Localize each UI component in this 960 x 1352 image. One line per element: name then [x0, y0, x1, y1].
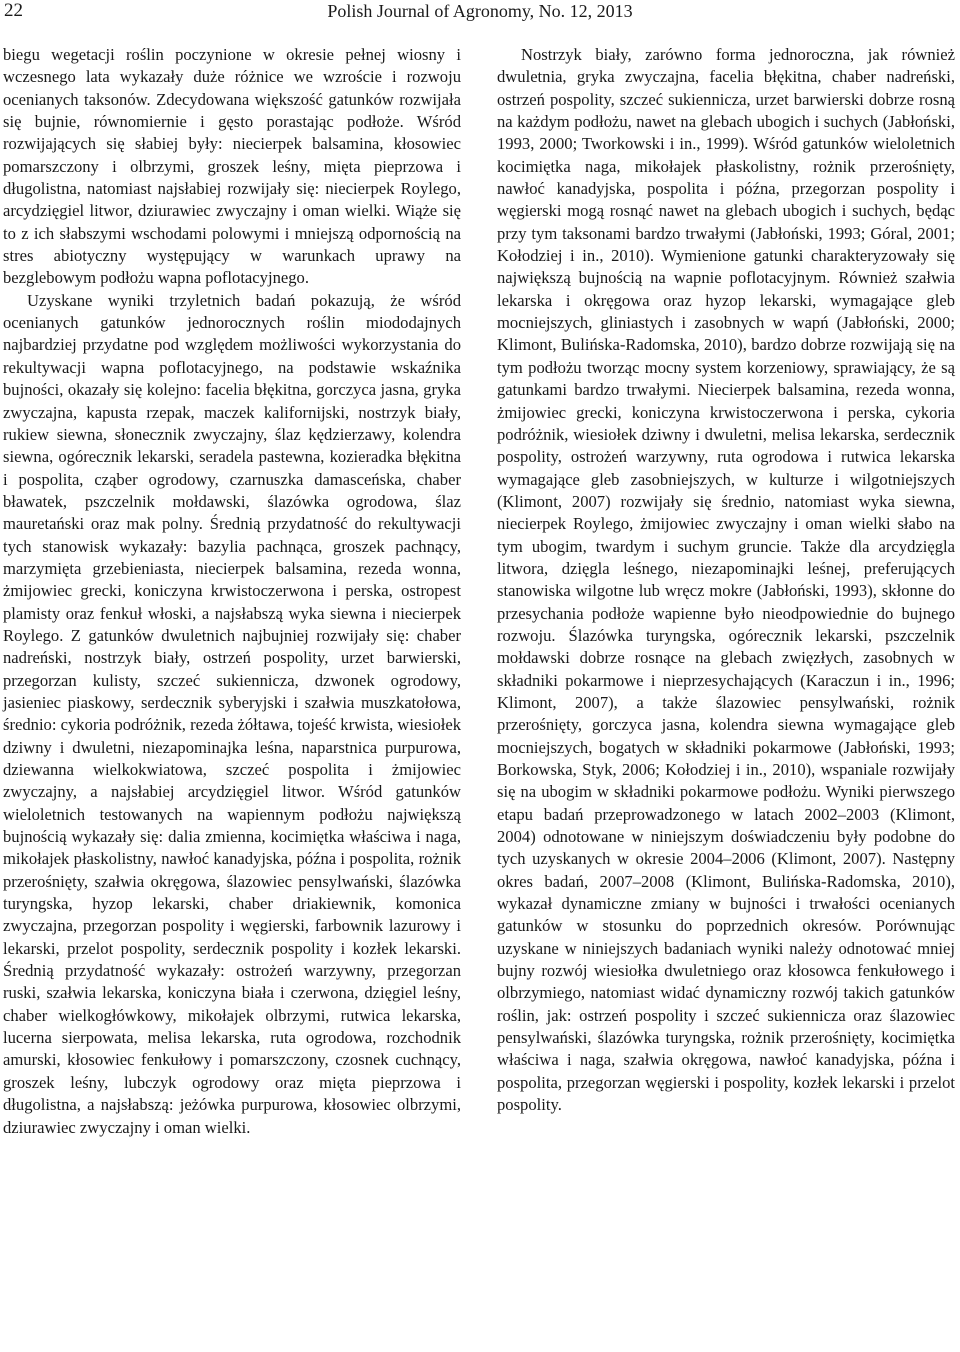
- paragraph: biegu wegetacji roślin poczynione w okresie pełnej wiosny i wczesnego lata wykazały duże różnice we wzroście i rozwoju ocenianych taksonów. Zdecydowana większość gatunków rozwijała się bujnie, równomiernie i gęsto porastając podłoże. Wśród rozwijających się słabiej były: niecierpek balsamina, kłosowiec pomarszczony i olbrzymi, groszek leśny, mięta pieprzowa i długolistna, natomiast najsłabiej rozwijały się: niecierpek Roylego, arcydzięgiel litwor, dziurawiec zwyczajny i oman wielki. Wiąże się to z ich słabszymi wschodami polowymi i mniejszą odpornością na stres abiotyczny występujący w warunkach uprawy na bezglebowym podłożu wapna poflotacyjnego.: [3, 45, 461, 288]
- paragraph: Nostrzyk biały, zarówno forma jednoroczna, jak również dwuletnia, gryka zwyczajna, facelia błękitna, chaber nadreński, ostrzeń pospolity, szczeć sukiennicza, urzet barwierski dobrze rosną na każdym podłożu, nawet na glebach ubogich i suchych (Jabłoński, 1993, 2000; Tworkowski i in., 1999). Wśród gatunków wieloletnich kocimiętka naga, mikołajek płaskolistny, rożnik przerośnięty, nawłoć kanadyjska, pospolita i późna, przegorzan pospolity i węgierski mogą rosnąć nawet na glebach ubogich i suchych, będąc przy tym taksonami bardzo trwałymi (Jabłoński, 1993; Góral, 2001; Kołodziej i in., 2010). Wymienione gatunki charakteryzowały się największą bujnością na wapnie poflotacyjnym. Również szałwia lekarska i okręgowa oraz hyzop lekarski, wymagające gleb mocniejszych, gliniastych i zasobnych w wapń (Jabłoński, 2000; Klimont, Bulińska-Radomska, 2010), bardzo dobrze rozwijają się na tym podłożu tworząc mocny system korzeniowy, sprawiający, że są gatunkami bardzo trwałymi. Niecierpek balsamina, rezeda wonna, żmijowiec grecki, koniczyna krwistoczerwona i perska, cykoria podróżnik, wiesiołek dziwny i dwuletni, melisa lekarska, serdecznik pospolity, ostrożeń warzywny, ruta ogrodowa i rutwica lekarska wymagające gleb zasobniejszych, w kulturze i wilgotniejszych (Klimont, 2007) rozwijały się średnio, natomiast wyka siewna, niecierpek Roylego, żmijowiec zwyczajny i oman wielki słabo na tym ubogim, twardym i suchym gruncie. Także dla arcydzięgla litwora, dzięgla leśnego, niezapominajki leśnej, preferujących stanowiska wilgotne lub wręcz mokre (Jabłoński, 1993), skłonne do przesychania podłoże wapienne było nieodpowiednie do bujnego rozwoju. Ślazówka turyngska, ogórecznik lekarski, pszczelnik mołdawski dobrze rosnące na glebach zwięzłych, zasobnych w składniki pokarmowe i nieprzesychających (Karaczun i in., 1996; Klimont, 2007), a także ślazowiec pensylwański, rożnik przerośnięty, gorczyca jasna, kolendra siewna wymagające gleb mocniejszych, bogatych w składniki pokarmowe (Jabłoński, 1993; Borkowska, Styk, 2006; Kołodziej i in., 2010), wspaniale rozwijały się na ubogim w składniki pokarmowe podłożu. Wyniki pierwszego etapu badań przeprowadzonego w latach 2002–2003 (Klimont, 2004) odnotowane w niniejszym doświadczeniu były podobne do tych uzyskanych w okresie 2004–2006 (Klimont, 2007). Następny okres badań, 2007–2008 (Klimont, Bulińska-Radomska, 2010), wykazał dynamiczne zmiany w bujności i trwałości ocenianych gatunków w stosunku do poprzednich okresów. Porównując uzyskane w niniejszych badaniach wyniki należy odnotować mniej bujny rozwój wiesiołka dwuletniego oraz kłosowca fenkułowego i olbrzymiego, natomiast widać dynamiczny rozwój takich gatunków roślin, jak: ostrzeń pospolity i szczeć sukiennicza oraz ślazowiec pensylwański, ślazówka turyngska, rożnik przerośnięty, kocimiętka właściwa i naga, szałwia okręgowa, nawłoć kanadyjska, późna i pospolita, przegorzan węgierski i pospolity, kozłek lekarski i przelot pospolity.: [497, 45, 955, 1115]
- journal-running-title: Polish Journal of Agronomy, No. 12, 2013: [327, 1, 633, 21]
- page-number: 22: [4, 0, 23, 21]
- right-column: [497, 44, 955, 1117]
- paragraph: Uzyskane wyniki trzyletnich badań pokazują, że wśród ocenianych gatunków jednorocznych roślin miododajnych najbardziej przydatne pod względem możliwości wykorzystania do rekultywacji wapna poflotacyjnego, na podstawie wskaźnika bujności, okazały się kolejno: facelia błękitna, gorczyca jasna, gryka zwyczajna, kapusta rzepak, maczek kalifornijski, nostrzyk biały, rukiew siewna, słonecznik zwyczajny, ślaz kędzierzawy, kolendra siewna, ogórecznik lekarski, seradela pastewna, kozieradka błękitna i pospolita, cząber ogrodowy, czarnuszka damasceńska, chaber bławatek, pszczelnik mołdawski, ślazówka ogrodowa, ślaz mauretański oraz mak polny. Średnią przydatność do rekultywacji tych stanowisk wykazały: bazylia pachnąca, groszek pachnący, marzymięta grzebieniasta, niecierpek balsamina, rezeda wonna, żmijowiec grecki, koniczyna krwistoczerwona i perska, ostropest plamisty oraz fenkuł włoski, a najsłabszą wyka siewna i niecierpek Roylego. Z gatunków dwuletnich najbujniej rozwijały się: chaber nadreński, nostrzyk biały, ostrzeń pospolity, urzet barwierski, przegorzan kulisty, szczeć sukienniczа, dzwonek ogrodowy, jasieniec piaskowy, serdecznik syberyjski i szałwia muszkatołowa, średnio: cykoria podróżnik, rezeda żółtawa, tojeść krwista, wiesiołek dziwny i dwuletni, niezapominajka leśna, naparstnica purpurowa, dziewanna wielkokwiatowa, szczeć pospolita i żmijowiec zwyczajny, a najsłabiej arcydzięgiel litwor. Wśród gatunków wieloletnich testowanych na wapiennym podłożu największą bujnością wykazały się: dalia zmienna, kocimiętka właściwa i naga, mikołajek płaskolistny, nawłoć kanadyjska, późna i pospolita, rożnik przerośnięty, szałwia okręgowa, ślazowiec pensylwański, ślazówka turyngska, hyzop lekarski, chaber driakiewnik, komonica zwyczajna, przegorzan pospolity i węgierski, farbownik lazurowy i lekarski, przelot pospolity, serdecznik pospolity i kozłek lekarski. Średnią przydatność wykazały: ostrożeń warzywny, przegorzan ruski, szałwia lekarska, koniczyna biała i czerwona, dzięgiel leśny, chaber wielkogłówkowy, mikołajek olbrzymi, rutwica lekarska, lucerna sierpowata, melisa lekarska, ruta ogrodowa, rozchodnik amurski, kłosowiec fenkułowy i pomarszczony, czosnek cuchnący, groszek leśny, lubczyk ogrodowy oraz mięta pieprzowa i długolistna, a najsłabszą: jeżówka purpurowa, kłosowiec olbrzymi, dziurawiec zwyczajny i oman wielki.: [3, 290, 462, 1137]
- left-column: [3, 44, 461, 1139]
- page-header: [0, 0, 960, 40]
